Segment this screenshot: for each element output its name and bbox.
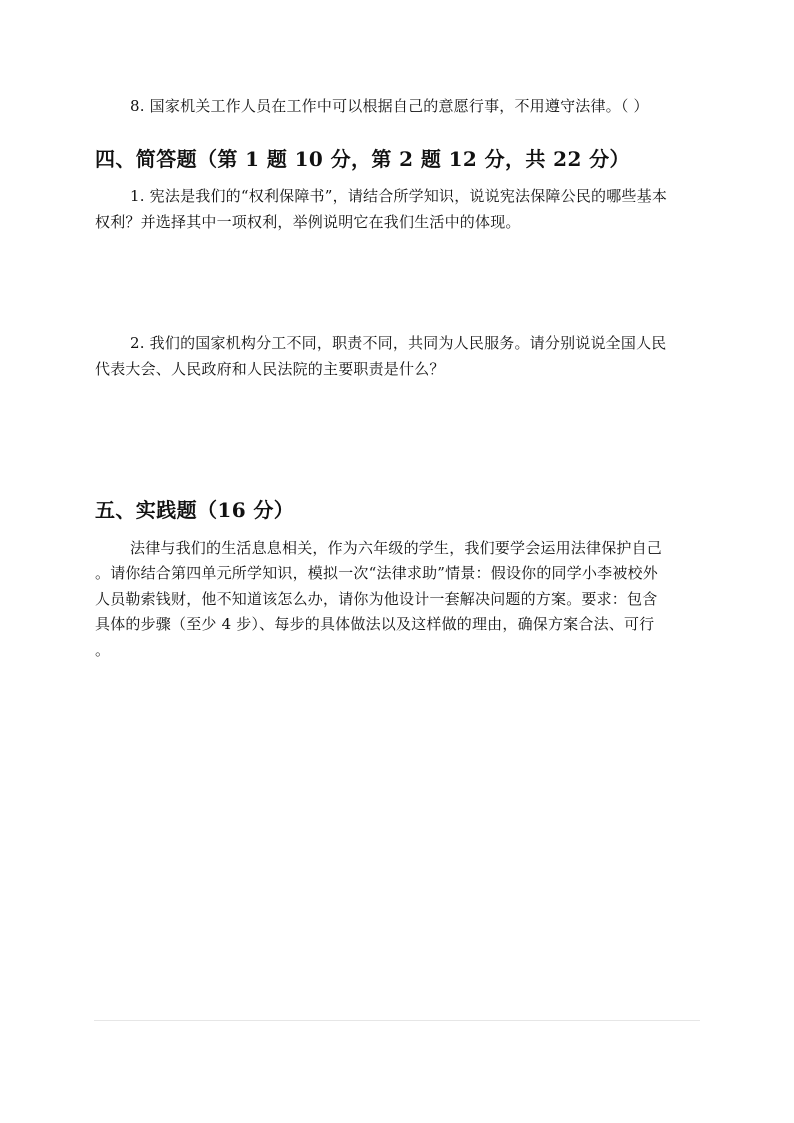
- practice-paragraph-line-5: 。: [95, 641, 111, 659]
- true-false-item-8: 8. 国家机关工作人员在工作中可以根据自己的意愿行事，不用遵守法律。（ ）: [130, 97, 649, 115]
- practice-paragraph-line-1: 法律与我们的生活息息相关，作为六年级的学生，我们要学会运用法律保护自己: [130, 539, 663, 557]
- question-1-line-1: 1. 宪法是我们的“权利保障书”，请结合所学知识，说说宪法保障公民的哪些基本: [130, 187, 668, 205]
- practice-paragraph-line-3: 人员勒索钱财，他不知道该怎么办，请你为他设计一套解决问题的方案。要求：包含: [95, 590, 658, 608]
- section-5-heading: 五、实践题（16 分）: [95, 498, 295, 522]
- practice-paragraph-line-4: 具体的步骤（至少 4 步）、每步的具体做法以及这样做的理由，确保方案合法、可行: [95, 615, 655, 633]
- footer-divider: [94, 1020, 700, 1021]
- practice-paragraph-line-2: 。请你结合第四单元所学知识，模拟一次“法律求助”情景：假设你的同学小李被校外: [95, 564, 658, 582]
- question-1-line-2: 权利？并选择其中一项权利，举例说明它在我们生活中的体现。: [95, 213, 521, 231]
- question-2-line-2: 代表大会、人民政府和人民法院的主要职责是什么？: [95, 360, 445, 378]
- question-2-line-1: 2. 我们的国家机构分工不同，职责不同，共同为人民服务。请分别说说全国人民: [130, 334, 667, 352]
- section-4-heading: 四、简答题（第 1 题 10 分，第 2 题 12 分，共 22 分）: [95, 147, 630, 171]
